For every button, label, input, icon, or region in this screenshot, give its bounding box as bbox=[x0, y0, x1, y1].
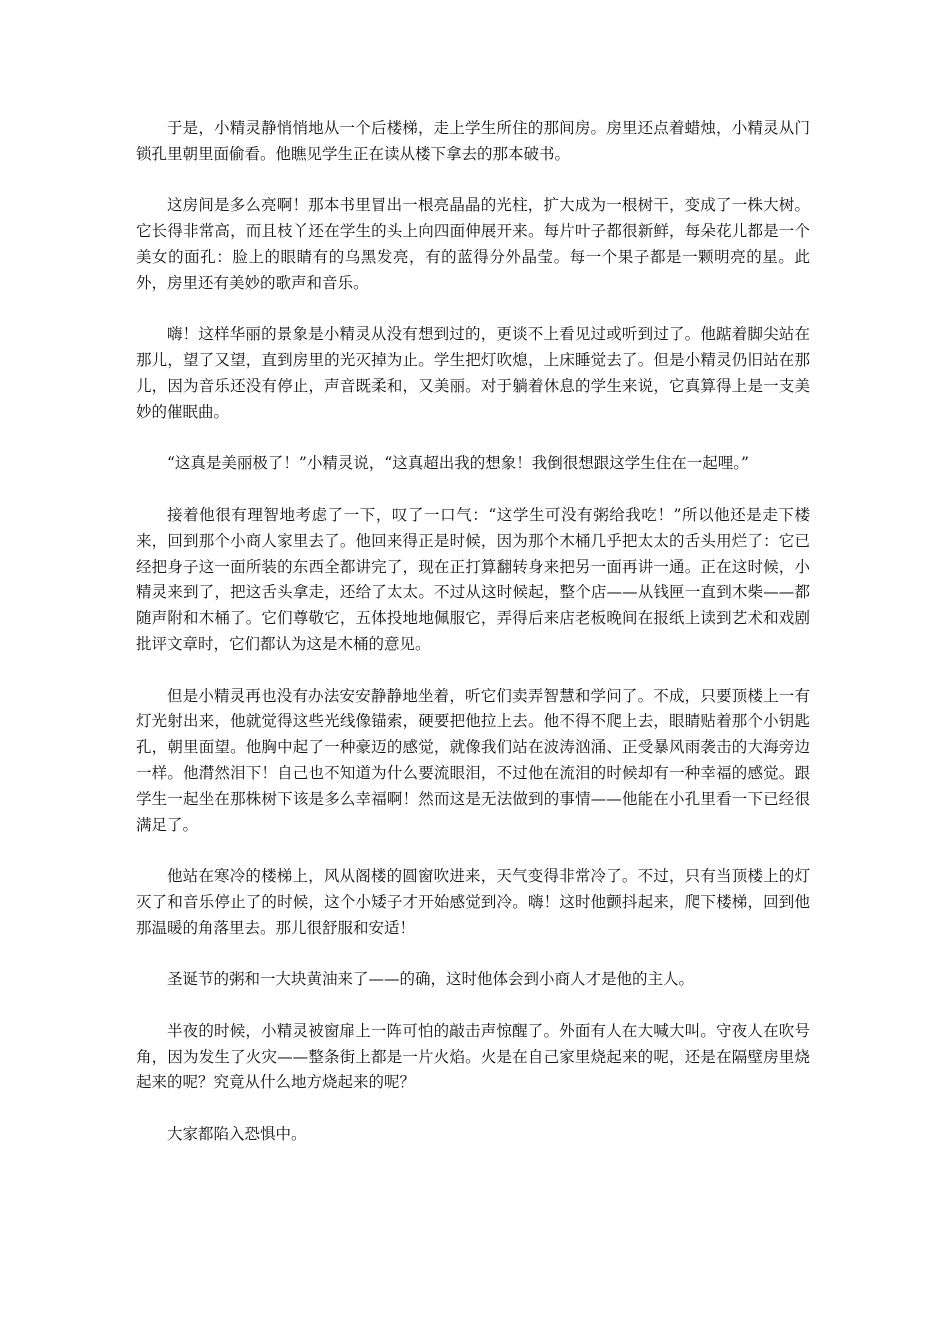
paragraph-4: “这真是美丽极了！”小精灵说，“这真超出我的想象！我倒很想跟这学生住在一起哩。” bbox=[167, 454, 749, 473]
paragraph-6: 但是小精灵再也没有办法安安静静地坐着，听它们卖弄智慧和学问了。不成，只要顶楼上一有灯光射出来，他就觉得这些光线像锚索，硬要把他拉上去。他不得不爬上去，眼睛贴着那个小钥匙孔，朝里面望。他胸中起了一种豪迈的感觉，就像我们站在波涛汹涌、正受暴风雨袭击的大海旁边一样。他潸然泪下！自己也不知道为什么要流眼泪，不过他在流泪的时候却有一种幸福的感觉。跟学生一起坐在那株树下该是多么幸福啊！然而这是无法做到的事情——他能在小孔里看一下已经很满足了。 bbox=[136, 686, 810, 834]
paragraph-7: 他站在寒冷的楼梯上，风从阁楼的圆窗吹进来，天气变得非常冷了。不过，只有当顶楼上的灯灭了和音乐停止了的时候，这个小矮子才开始感觉到冷。嗨！这时他颤抖起来，爬下楼梯，回到他那温暖的角落里去。那儿很舒服和安适！ bbox=[136, 867, 810, 937]
document-page bbox=[136, 116, 810, 1174]
paragraph-8: 圣诞节的粥和一大块黄油来了——的确，这时他体会到小商人才是他的主人。 bbox=[167, 970, 695, 989]
paragraph-2: 这房间是多么亮啊！那本书里冒出一根亮晶晶的光柱，扩大成为一根树干，变成了一株大树。它长得非常高，而且枝丫还在学生的头上向四面伸展开来。每片叶子都很新鲜，每朵花儿都是一个美女的面孔：脸上的眼睛有的乌黑发亮，有的蓝得分外晶莹。每一个果子都是一颗明亮的星。此外，房里还有美妙的歌声和音乐。 bbox=[136, 196, 810, 292]
paragraph-3: 嗨！这样华丽的景象是小精灵从没有想到过的，更谈不上看见过或听到过了。他踮着脚尖站在那儿，望了又望，直到房里的光灭掉为止。学生把灯吹熄，上床睡觉去了。但是小精灵仍旧站在那儿，因为音乐还没有停止，声音既柔和，又美丽。对于躺着休息的学生来说，它真算得上是一支美妙的催眠曲。 bbox=[136, 325, 810, 421]
paragraph-10: 大家都陷入恐惧中。 bbox=[167, 1125, 307, 1144]
paragraph-5: 接着他很有理智地考虑了一下，叹了一口气：“这学生可没有粥给我吃！”所以他还是走下楼来，回到那个小商人家里去了。他回来得正是时候，因为那个木桶几乎把太太的舌头用烂了：它已经把身子这一面所装的东西全都讲完了，现在正打算翻转身来把另一面再讲一通。正在这时候，小精灵来到了，把这舌头拿走，还给了太太。不过从这时候起，整个店——从钱匣一直到木柴——都随声附和木桶了。它们尊敬它，五体投地地佩服它，弄得后来店老板晚间在报纸上读到艺术和戏剧批评文章时，它们都认为这是木桶的意见。 bbox=[136, 505, 810, 653]
paragraph-9: 半夜的时候，小精灵被窗扉上一阵可怕的敲击声惊醒了。外面有人在大喊大叫。守夜人在吹号角，因为发生了火灾——整条街上都是一片火焰。火是在自己家里烧起来的呢，还是在隔壁房里烧起来的呢？究竟从什么地方烧起来的呢？ bbox=[136, 1021, 810, 1092]
paragraph-1: 于是，小精灵静悄悄地从一个后楼梯，走上学生所住的那间房。房里还点着蜡烛，小精灵从门锁孔里朝里面偷看。他瞧见学生正在读从楼下拿去的那本破书。 bbox=[136, 119, 810, 163]
